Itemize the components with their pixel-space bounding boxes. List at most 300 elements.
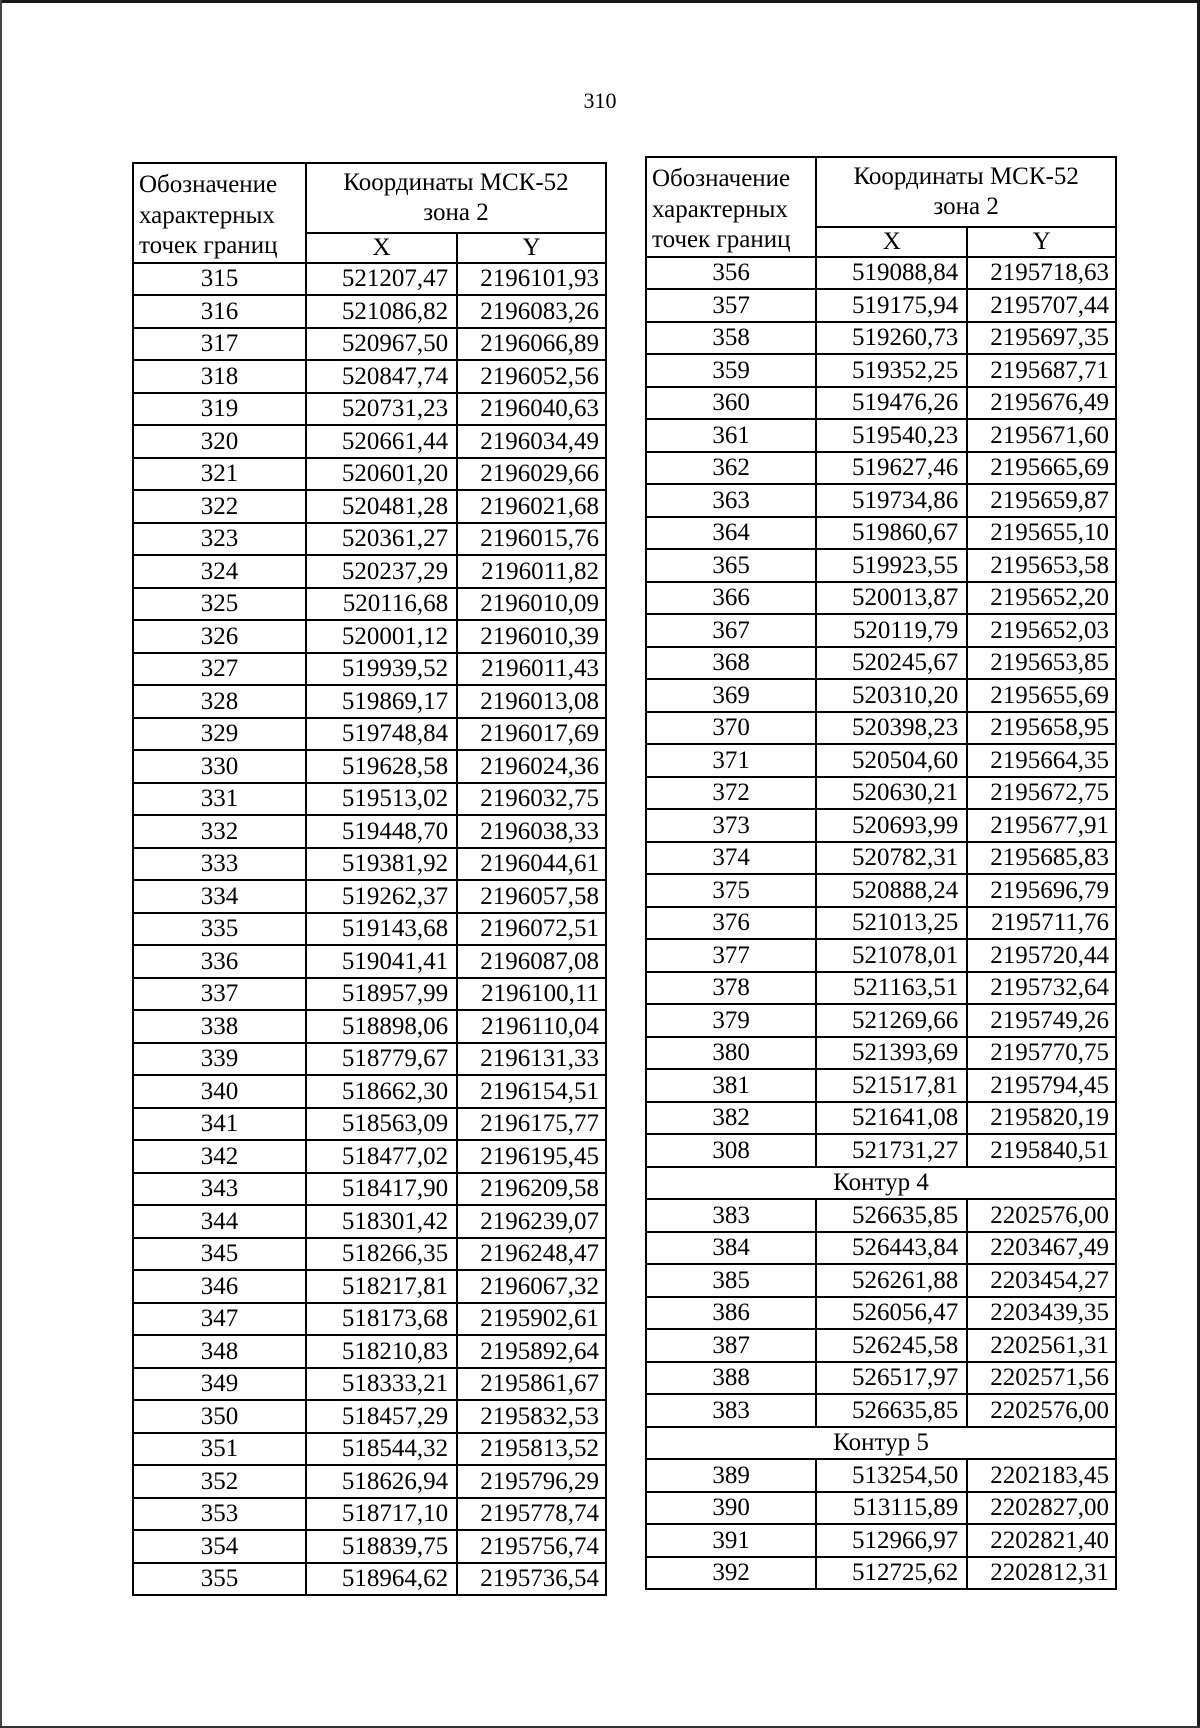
x-coordinate: 521207,47 — [306, 263, 457, 296]
table-row — [133, 458, 606, 491]
y-coordinate: 2196175,77 — [457, 1108, 606, 1141]
point-id: 386 — [646, 1297, 816, 1330]
point-id: 339 — [133, 1043, 306, 1076]
table-row — [646, 289, 1116, 322]
x-coordinate: 519860,67 — [816, 517, 967, 550]
x-coordinate: 519041,41 — [306, 945, 457, 978]
table-row — [646, 744, 1116, 777]
x-coordinate: 518217,81 — [306, 1270, 457, 1303]
table-row — [646, 1264, 1116, 1297]
x-coordinate: 520310,20 — [816, 679, 967, 712]
y-coordinate: 2196195,45 — [457, 1140, 606, 1173]
table-row — [646, 1199, 1116, 1232]
table-row — [133, 1465, 606, 1498]
coordinates-header-title: Координаты МСК-52 — [343, 169, 569, 196]
table-row — [133, 1303, 606, 1336]
x-coordinate: 519352,25 — [816, 354, 967, 387]
table-row — [133, 1238, 606, 1271]
point-id: 387 — [646, 1329, 816, 1362]
point-id: 325 — [133, 588, 306, 621]
table-row — [646, 1134, 1116, 1167]
x-coordinate: 521013,25 — [816, 907, 967, 940]
y-coordinate: 2195840,51 — [967, 1134, 1116, 1167]
point-id: 382 — [646, 1102, 816, 1135]
point-id: 380 — [646, 1037, 816, 1070]
point-id: 378 — [646, 972, 816, 1005]
point-id: 373 — [646, 809, 816, 842]
contour-row — [646, 1427, 1116, 1460]
table-row — [133, 880, 606, 913]
x-coordinate: 519448,70 — [306, 815, 457, 848]
y-coordinate: 2195732,64 — [967, 972, 1116, 1005]
table-row — [133, 685, 606, 718]
point-id: 342 — [133, 1140, 306, 1173]
table-row — [646, 939, 1116, 972]
y-coordinate: 2195820,19 — [967, 1102, 1116, 1135]
point-id: 333 — [133, 848, 306, 881]
y-coordinate: 2195665,69 — [967, 452, 1116, 485]
point-id: 390 — [646, 1492, 816, 1525]
x-coordinate: 518266,35 — [306, 1238, 457, 1271]
y-coordinate: 2196066,89 — [457, 328, 606, 361]
table-row — [133, 1563, 606, 1596]
x-coordinate: 512966,97 — [816, 1524, 967, 1557]
y-coordinate: 2196067,32 — [457, 1270, 606, 1303]
point-id: 348 — [133, 1335, 306, 1368]
y-coordinate: 2195778,74 — [457, 1498, 606, 1531]
x-coordinate: 519513,02 — [306, 783, 457, 816]
x-coordinate: 520661,44 — [306, 425, 457, 458]
point-id: 336 — [133, 945, 306, 978]
right-table-body — [646, 257, 1116, 1590]
x-coordinate: 518417,90 — [306, 1173, 457, 1206]
x-coordinate: 520630,21 — [816, 777, 967, 810]
y-coordinate: 2195796,29 — [457, 1465, 606, 1498]
point-id: 350 — [133, 1400, 306, 1433]
x-coordinate: 518717,10 — [306, 1498, 457, 1531]
table-row — [133, 1368, 606, 1401]
y-coordinate: 2196083,26 — [457, 295, 606, 328]
table-row — [646, 874, 1116, 907]
point-id: 383 — [646, 1199, 816, 1232]
point-id: 366 — [646, 582, 816, 615]
point-id: 364 — [646, 517, 816, 550]
y-coordinate: 2202571,56 — [967, 1362, 1116, 1395]
x-coordinate: 520888,24 — [816, 874, 967, 907]
table-row — [133, 783, 606, 816]
y-coordinate: 2196239,07 — [457, 1205, 606, 1238]
point-id: 391 — [646, 1524, 816, 1557]
y-coordinate: 2196248,47 — [457, 1238, 606, 1271]
y-coordinate: 2203454,27 — [967, 1264, 1116, 1297]
table-row — [646, 484, 1116, 517]
point-id: 327 — [133, 653, 306, 686]
point-id: 320 — [133, 425, 306, 458]
point-id: 361 — [646, 419, 816, 452]
point-id: 371 — [646, 744, 816, 777]
y-coordinate: 2196034,49 — [457, 425, 606, 458]
point-id: 347 — [133, 1303, 306, 1336]
table-row — [646, 712, 1116, 745]
point-id: 389 — [646, 1459, 816, 1492]
point-id: 335 — [133, 913, 306, 946]
x-coordinate: 518333,21 — [306, 1368, 457, 1401]
x-coordinate: 518898,06 — [306, 1010, 457, 1043]
point-header-line: точек границ — [652, 226, 791, 253]
table-row — [133, 913, 606, 946]
x-coordinate: 518839,75 — [306, 1530, 457, 1563]
y-coordinate: 2195892,64 — [457, 1335, 606, 1368]
y-coordinate: 2195770,75 — [967, 1037, 1116, 1070]
table-row — [133, 978, 606, 1011]
point-id: 358 — [646, 322, 816, 355]
x-coordinate: 520847,74 — [306, 360, 457, 393]
point-id: 381 — [646, 1069, 816, 1102]
x-coordinate: 519939,52 — [306, 653, 457, 686]
table-row — [646, 1492, 1116, 1525]
point-id: 324 — [133, 555, 306, 588]
table-row — [133, 1043, 606, 1076]
point-id: 353 — [133, 1498, 306, 1531]
point-header-line: характерных — [652, 195, 788, 223]
point-header-line: Обозначение — [652, 165, 791, 192]
x-coordinate: 526517,97 — [816, 1362, 967, 1395]
y-coordinate: 2202183,45 — [967, 1459, 1116, 1492]
point-id: 385 — [646, 1264, 816, 1297]
point-id: 315 — [133, 263, 306, 296]
y-coordinate: 2195655,69 — [967, 679, 1116, 712]
x-coordinate: 519734,86 — [816, 484, 967, 517]
x-coordinate: 520504,60 — [816, 744, 967, 777]
y-coordinate: 2196010,09 — [457, 588, 606, 621]
coordinates-header — [306, 163, 606, 233]
y-coordinate: 2195652,03 — [967, 614, 1116, 647]
table-row — [646, 1102, 1116, 1135]
table-row — [133, 1270, 606, 1303]
y-coordinate: 2196131,33 — [457, 1043, 606, 1076]
point-id: 344 — [133, 1205, 306, 1238]
y-coordinate: 2195718,63 — [967, 257, 1116, 290]
point-id: 331 — [133, 783, 306, 816]
x-coordinate: 520001,12 — [306, 620, 457, 653]
y-coordinate: 2195658,95 — [967, 712, 1116, 745]
y-coordinate: 2195671,60 — [967, 419, 1116, 452]
table-row — [133, 848, 606, 881]
y-coordinate: 2195653,85 — [967, 647, 1116, 680]
table-row — [133, 1075, 606, 1108]
table-row — [133, 1173, 606, 1206]
point-id: 316 — [133, 295, 306, 328]
point-id: 317 — [133, 328, 306, 361]
point-id: 352 — [133, 1465, 306, 1498]
point-id: 360 — [646, 387, 816, 420]
y-coordinate: 2195652,20 — [967, 582, 1116, 615]
point-id: 330 — [133, 750, 306, 783]
y-coordinate: 2195664,35 — [967, 744, 1116, 777]
x-coordinate: 521393,69 — [816, 1037, 967, 1070]
y-coordinate: 2196154,51 — [457, 1075, 606, 1108]
table-row — [646, 679, 1116, 712]
y-coordinate: 2195832,53 — [457, 1400, 606, 1433]
point-id: 376 — [646, 907, 816, 940]
y-coordinate: 2195697,35 — [967, 322, 1116, 355]
point-id: 345 — [133, 1238, 306, 1271]
y-coordinate: 2196032,75 — [457, 783, 606, 816]
table-row — [646, 1232, 1116, 1265]
table-row — [133, 1108, 606, 1141]
x-coordinate: 518301,42 — [306, 1205, 457, 1238]
x-coordinate: 526635,85 — [816, 1394, 967, 1427]
point-header-line: характерных — [139, 201, 275, 229]
left-table-body — [133, 263, 606, 1596]
table-row — [646, 1524, 1116, 1557]
point-id: 356 — [646, 257, 816, 290]
y-coordinate: 2196010,39 — [457, 620, 606, 653]
y-coordinate: 2195676,49 — [967, 387, 1116, 420]
y-coordinate: 2196110,04 — [457, 1010, 606, 1043]
x-coordinate: 520398,23 — [816, 712, 967, 745]
table-row — [133, 945, 606, 978]
y-coordinate: 2196100,11 — [457, 978, 606, 1011]
x-coordinate: 520361,27 — [306, 523, 457, 556]
point-id: 337 — [133, 978, 306, 1011]
table-row — [646, 387, 1116, 420]
point-id: 383 — [646, 1394, 816, 1427]
x-coordinate: 519143,68 — [306, 913, 457, 946]
point-column-header — [133, 163, 306, 263]
point-column-header — [646, 157, 816, 257]
y-coordinate: 2196044,61 — [457, 848, 606, 881]
coordinates-header — [816, 157, 1116, 227]
y-coordinate: 2195720,44 — [967, 939, 1116, 972]
x-coordinate: 513254,50 — [816, 1459, 967, 1492]
x-coordinate: 519381,92 — [306, 848, 457, 881]
x-column-header: X — [306, 233, 457, 263]
table-row — [133, 1010, 606, 1043]
table-row — [133, 620, 606, 653]
y-coordinate: 2196029,66 — [457, 458, 606, 491]
y-coordinate: 2195677,91 — [967, 809, 1116, 842]
table-row — [646, 809, 1116, 842]
point-id: 343 — [133, 1173, 306, 1206]
x-coordinate: 518173,68 — [306, 1303, 457, 1336]
point-id: 374 — [646, 842, 816, 875]
x-coordinate: 518457,29 — [306, 1400, 457, 1433]
y-coordinate: 2195711,76 — [967, 907, 1116, 940]
y-coordinate: 2202827,00 — [967, 1492, 1116, 1525]
table-row — [133, 1400, 606, 1433]
x-coordinate: 519627,46 — [816, 452, 967, 485]
table-row — [646, 549, 1116, 582]
point-id: 338 — [133, 1010, 306, 1043]
table-row — [133, 1140, 606, 1173]
table-row — [646, 354, 1116, 387]
y-coordinate: 2195672,75 — [967, 777, 1116, 810]
x-coordinate: 519175,94 — [816, 289, 967, 322]
x-coordinate: 521078,01 — [816, 939, 967, 972]
table-row — [646, 257, 1116, 290]
table-row — [646, 419, 1116, 452]
point-id: 322 — [133, 490, 306, 523]
table-row — [133, 1335, 606, 1368]
coordinates-header-title: Координаты МСК-52 — [853, 163, 1079, 190]
coordinates-header-zone: зона 2 — [933, 193, 999, 220]
y-coordinate: 2202561,31 — [967, 1329, 1116, 1362]
point-id: 354 — [133, 1530, 306, 1563]
x-coordinate: 519748,84 — [306, 718, 457, 751]
point-id: 308 — [646, 1134, 816, 1167]
point-id: 357 — [646, 289, 816, 322]
y-coordinate: 2195902,61 — [457, 1303, 606, 1336]
point-id: 318 — [133, 360, 306, 393]
y-coordinate: 2195655,10 — [967, 517, 1116, 550]
point-id: 384 — [646, 1232, 816, 1265]
point-id: 346 — [133, 1270, 306, 1303]
y-coordinate: 2195861,67 — [457, 1368, 606, 1401]
point-id: 319 — [133, 393, 306, 426]
x-coordinate: 519088,84 — [816, 257, 967, 290]
x-coordinate: 521086,82 — [306, 295, 457, 328]
table-row — [133, 295, 606, 328]
x-coordinate: 520237,29 — [306, 555, 457, 588]
point-id: 365 — [646, 549, 816, 582]
x-coordinate: 518477,02 — [306, 1140, 457, 1173]
x-coordinate: 520731,23 — [306, 393, 457, 426]
table-row — [133, 718, 606, 751]
table-row — [133, 815, 606, 848]
table-row — [133, 490, 606, 523]
point-id: 377 — [646, 939, 816, 972]
point-id: 334 — [133, 880, 306, 913]
table-row — [133, 1530, 606, 1563]
point-id: 363 — [646, 484, 816, 517]
y-coordinate: 2196072,51 — [457, 913, 606, 946]
x-coordinate: 520693,99 — [816, 809, 967, 842]
x-coordinate: 520116,68 — [306, 588, 457, 621]
y-coordinate: 2196017,69 — [457, 718, 606, 751]
contour-label: Контур 5 — [646, 1427, 1116, 1460]
table-row — [133, 653, 606, 686]
y-coordinate: 2196040,63 — [457, 393, 606, 426]
y-coordinate: 2196021,68 — [457, 490, 606, 523]
y-coordinate: 2196038,33 — [457, 815, 606, 848]
point-id: 329 — [133, 718, 306, 751]
table-row — [646, 907, 1116, 940]
y-coordinate: 2195653,58 — [967, 549, 1116, 582]
x-coordinate: 519262,37 — [306, 880, 457, 913]
x-coordinate: 518563,09 — [306, 1108, 457, 1141]
x-coordinate: 520245,67 — [816, 647, 967, 680]
x-coordinate: 526443,84 — [816, 1232, 967, 1265]
table-row — [646, 1557, 1116, 1590]
contour-row — [646, 1167, 1116, 1200]
x-coordinate: 519628,58 — [306, 750, 457, 783]
x-coordinate: 518957,99 — [306, 978, 457, 1011]
table-row — [133, 328, 606, 361]
point-id: 340 — [133, 1075, 306, 1108]
point-id: 370 — [646, 712, 816, 745]
table-row — [646, 842, 1116, 875]
table-row — [646, 452, 1116, 485]
y-coordinate: 2202576,00 — [967, 1394, 1116, 1427]
table-row — [646, 1037, 1116, 1070]
x-coordinate: 519476,26 — [816, 387, 967, 420]
x-coordinate: 521269,66 — [816, 1004, 967, 1037]
x-coordinate: 518662,30 — [306, 1075, 457, 1108]
table-row — [133, 360, 606, 393]
coordinates-header-zone: зона 2 — [423, 199, 489, 226]
table-row — [133, 425, 606, 458]
x-coordinate: 521641,08 — [816, 1102, 967, 1135]
point-header-line: Обозначение — [139, 171, 278, 198]
point-id: 355 — [133, 1563, 306, 1596]
y-coordinate: 2196052,56 — [457, 360, 606, 393]
point-header-line: точек границ — [139, 232, 278, 259]
table-row — [133, 555, 606, 588]
table-row — [646, 614, 1116, 647]
y-coordinate: 2203439,35 — [967, 1297, 1116, 1330]
x-coordinate: 513115,89 — [816, 1492, 967, 1525]
point-id: 368 — [646, 647, 816, 680]
table-row — [646, 972, 1116, 1005]
y-coordinate: 2196024,36 — [457, 750, 606, 783]
x-coordinate: 526056,47 — [816, 1297, 967, 1330]
table-row — [646, 1362, 1116, 1395]
x-coordinate: 526635,85 — [816, 1199, 967, 1232]
contour-label: Контур 4 — [646, 1167, 1116, 1200]
table-row — [646, 1297, 1116, 1330]
y-coordinate: 2196057,58 — [457, 880, 606, 913]
table-row — [646, 777, 1116, 810]
table-row — [133, 1205, 606, 1238]
y-column-header: Y — [967, 227, 1116, 257]
x-coordinate: 526245,58 — [816, 1329, 967, 1362]
table-row — [133, 750, 606, 783]
y-coordinate: 2195756,74 — [457, 1530, 606, 1563]
y-column-header: Y — [457, 233, 606, 263]
table-row — [133, 393, 606, 426]
y-coordinate: 2203467,49 — [967, 1232, 1116, 1265]
table-row — [646, 582, 1116, 615]
table-row — [133, 263, 606, 296]
x-coordinate: 520601,20 — [306, 458, 457, 491]
x-coordinate: 512725,62 — [816, 1557, 967, 1590]
y-coordinate: 2196011,82 — [457, 555, 606, 588]
table-row — [646, 647, 1116, 680]
y-coordinate: 2196013,08 — [457, 685, 606, 718]
table-row — [133, 1498, 606, 1531]
point-id: 323 — [133, 523, 306, 556]
point-id: 359 — [646, 354, 816, 387]
point-id: 375 — [646, 874, 816, 907]
point-id: 321 — [133, 458, 306, 491]
page-number: 310 — [583, 88, 617, 113]
x-coordinate: 526261,88 — [816, 1264, 967, 1297]
x-coordinate: 520481,28 — [306, 490, 457, 523]
y-coordinate: 2202812,31 — [967, 1557, 1116, 1590]
x-coordinate: 520782,31 — [816, 842, 967, 875]
y-coordinate: 2195736,54 — [457, 1563, 606, 1596]
table-row — [646, 322, 1116, 355]
point-id: 362 — [646, 452, 816, 485]
point-id: 351 — [133, 1433, 306, 1466]
y-coordinate: 2196015,76 — [457, 523, 606, 556]
point-id: 388 — [646, 1362, 816, 1395]
x-coordinate: 519540,23 — [816, 419, 967, 452]
y-coordinate: 2195696,79 — [967, 874, 1116, 907]
x-coordinate: 518779,67 — [306, 1043, 457, 1076]
y-coordinate: 2196011,43 — [457, 653, 606, 686]
